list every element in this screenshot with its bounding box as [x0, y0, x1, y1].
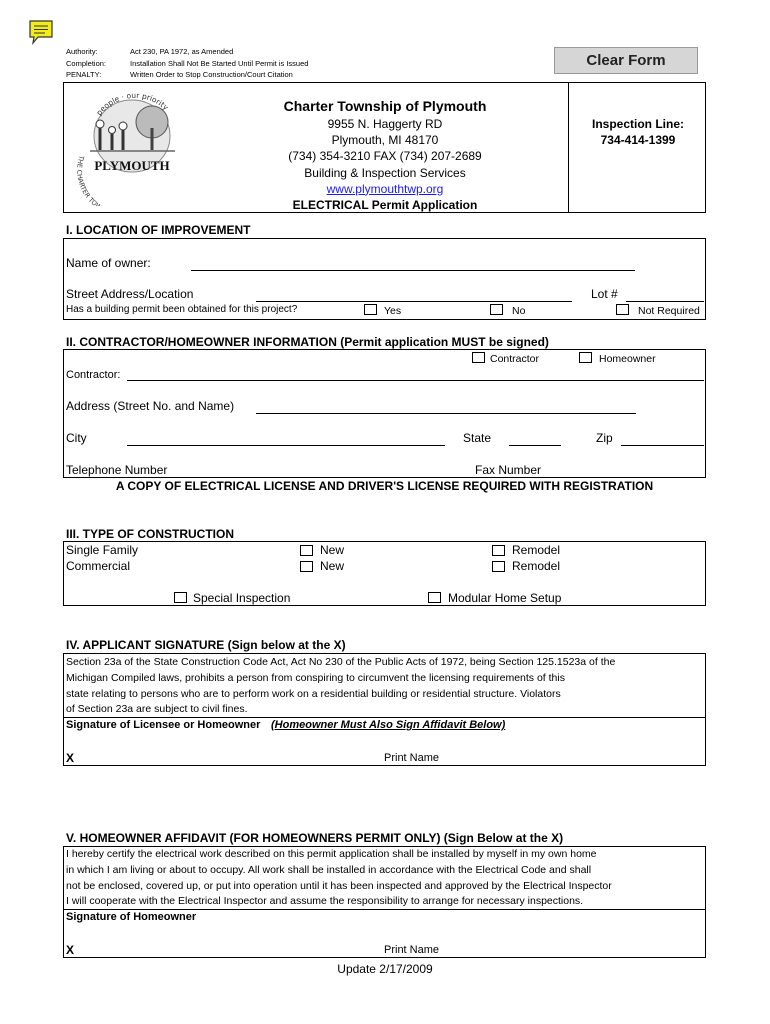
website-link[interactable]: www.plymouthtwp.org [326, 181, 444, 196]
section5-line-2: in which I am living or about to occupy. All work shall be installed in accordance with the Electrical Code and shall [66, 863, 592, 876]
logo-name: PLYMOUTH [94, 158, 170, 173]
section3-box [63, 541, 706, 606]
zip-field[interactable] [621, 445, 704, 446]
homeowner-signature-label: Signature of Homeowner [66, 911, 197, 923]
lot-field[interactable] [626, 301, 704, 302]
single-family-label: Single Family [66, 543, 139, 557]
licensee-signature-x[interactable]: X [66, 751, 75, 765]
license-notice: A COPY OF ELECTRICAL LICENSE AND DRIVER'S LICENSE REQUIRED WITH REGISTRATION [115, 479, 654, 493]
section5-divider [63, 909, 706, 910]
modular-home-label: Modular Home Setup [448, 591, 562, 605]
commercial-label: Commercial [66, 559, 131, 573]
section4-divider [63, 717, 706, 718]
owner-field[interactable] [191, 270, 635, 271]
homeowner-affidavit-note: (Homeowner Must Also Sign Affidavit Below) [271, 719, 506, 731]
commercial-new-label: New [320, 559, 345, 573]
permit-no-label: No [512, 305, 526, 317]
phone-label: Telephone Number [66, 463, 168, 477]
modular-home-checkbox[interactable] [428, 592, 441, 603]
completion-value: Installation Shall Not Be Started Until Permit is Issued [130, 59, 309, 68]
address-field[interactable] [256, 301, 572, 302]
homeowner-checkbox[interactable] [579, 352, 592, 363]
office-name: Charter Township of Plymouth [283, 98, 487, 114]
homeowner-print-name-label: Print Name [384, 944, 440, 956]
section4-title: IV. APPLICANT SIGNATURE (Sign below at the X) [66, 638, 346, 652]
section4-line-3: state relating to persons who are to perform work on a residential building or residential structure. Violators [66, 687, 561, 700]
clear-form-button[interactable]: Clear Form [554, 47, 698, 74]
section4-paragraph [66, 655, 704, 718]
update-date: Update 2/17/2009 [337, 962, 433, 976]
inspection-phone: 734-414-1399 [600, 133, 676, 147]
section2-title: II. CONTRACTOR/HOMEOWNER INFORMATION (Permit application MUST be signed) [66, 335, 549, 349]
city-field[interactable] [127, 445, 445, 446]
homeowner-option-label: Homeowner [599, 353, 656, 365]
penalty-value: Written Order to Stop Construction/Court Citation [130, 70, 293, 79]
city-label: City [66, 431, 87, 445]
single-family-remodel-label: Remodel [512, 543, 561, 557]
authority-value: Act 230, PA 1972, as Amended [130, 47, 234, 56]
commercial-remodel-checkbox[interactable] [492, 561, 505, 572]
single-family-remodel-checkbox[interactable] [492, 545, 505, 556]
special-inspection-label: Special Inspection [193, 591, 291, 605]
contractor-label: Contractor: [66, 369, 121, 381]
licensee-signature-label: Signature of Licensee or Homeowner [66, 719, 261, 731]
commercial-new-checkbox[interactable] [300, 561, 313, 572]
penalty-label: PENALTY: [66, 70, 102, 79]
permit-no-checkbox[interactable] [490, 304, 503, 315]
logo-top-text: people · our priority [94, 90, 171, 118]
section5-line-1: I hereby certify the electrical work described on this permit application shall be installed by myself in my own home [66, 848, 597, 860]
section4-line-4: of Section 23a are subject to civil fines. [66, 703, 248, 716]
permit-not-required-label: Not Required [638, 305, 700, 317]
fax-label: Fax Number [475, 463, 542, 477]
contractor-checkbox[interactable] [472, 352, 485, 363]
office-street: 9955 N. Haggerty RD [327, 117, 443, 131]
contractor-address-field[interactable] [256, 413, 636, 414]
contractor-address-label: Address (Street No. and Name) [66, 399, 235, 413]
section1-title: I. LOCATION OF IMPROVEMENT [66, 223, 251, 237]
office-department: Building & Inspection Services [304, 165, 466, 180]
authority-label: Authority: [66, 47, 98, 56]
permit-yes-checkbox[interactable] [364, 304, 377, 315]
office-phone: (734) 354-3210 FAX (734) 207-2689 [288, 149, 482, 164]
state-label: State [463, 431, 492, 445]
lot-label: Lot # [591, 287, 618, 301]
form-title: ELECTRICAL Permit Application [292, 198, 478, 213]
section4-line-1: Section 23a of the State Construction Code Act, Act No 230 of the Public Acts of 1972, being Section 125.1523a of the [66, 656, 616, 668]
owner-label: Name of owner: [66, 256, 151, 270]
single-family-new-checkbox[interactable] [300, 545, 313, 556]
logo-ring-text: THE CHARTER TO [75, 154, 99, 206]
completion-label: Completion: [66, 59, 107, 68]
comment-note-icon[interactable] [28, 19, 54, 45]
contractor-option-label: Contractor [490, 353, 540, 365]
office-city: Plymouth, MI 48170 [331, 133, 439, 148]
permit-question: Has a building permit been obtained for this project? [66, 304, 298, 315]
permit-not-required-checkbox[interactable] [616, 304, 629, 315]
inspection-label: Inspection Line: [591, 117, 684, 131]
commercial-remodel-label: Remodel [512, 559, 561, 573]
state-field[interactable] [509, 445, 561, 446]
section5-line-3: not be enclosed, covered up, or put into operation until it has been inspected and approved by the Electrical Inspector [66, 879, 612, 892]
single-family-new-label: New [320, 543, 345, 557]
homeowner-signature-x[interactable]: X [66, 943, 75, 957]
licensee-print-name-label: Print Name [384, 752, 440, 764]
address-label: Street Address/Location [66, 287, 194, 301]
township-logo [70, 88, 190, 206]
permit-yes-label: Yes [384, 305, 402, 317]
special-inspection-checkbox[interactable] [174, 592, 187, 603]
section3-title: III. TYPE OF CONSTRUCTION [66, 527, 235, 541]
section5-line-4: I will cooperate with the Electrical Inspector and assume the responsibility to arrange for necessary inspections. [66, 895, 584, 908]
zip-label: Zip [596, 431, 613, 445]
contractor-field[interactable] [127, 380, 704, 381]
section5-paragraph [66, 847, 704, 910]
section4-line-2: Michigan Compiled laws, prohibits a person from conspiring to circumvent the licensing requirements of this [66, 671, 565, 684]
section5-title: V. HOMEOWNER AFFIDAVIT (FOR HOMEOWNERS PERMIT ONLY) (Sign Below at the X) [66, 831, 564, 845]
